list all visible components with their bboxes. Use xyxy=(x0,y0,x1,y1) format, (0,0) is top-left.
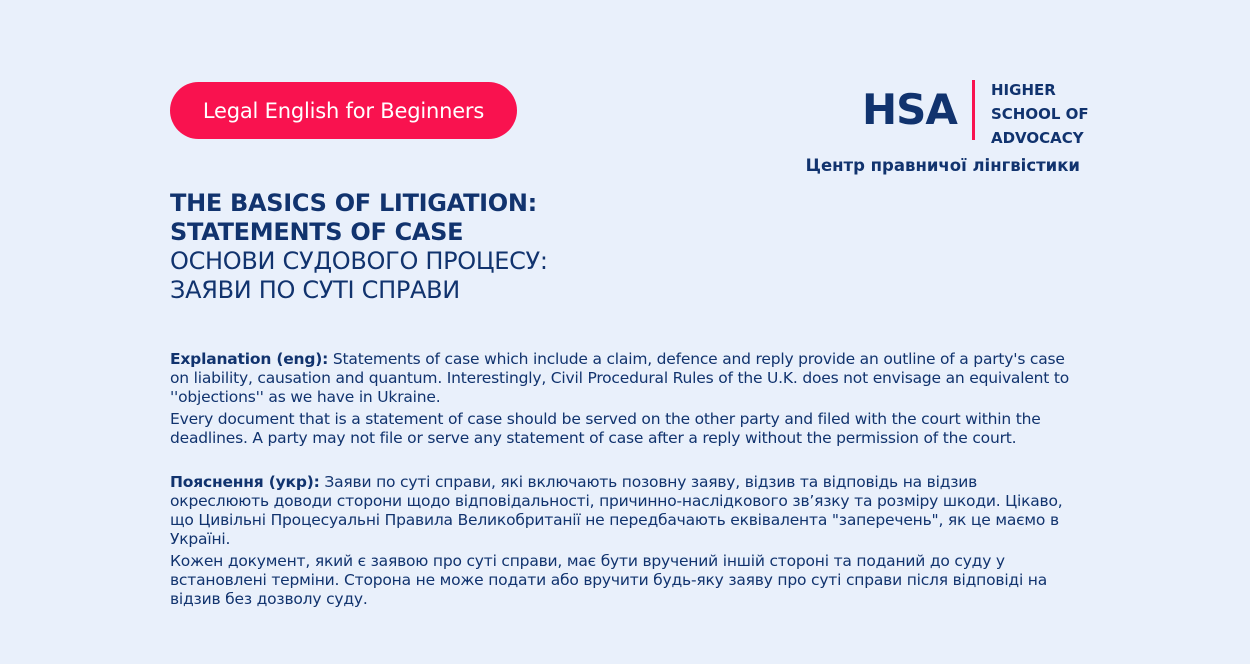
logo-text xyxy=(991,78,1089,150)
logo-mark: HSA xyxy=(862,85,957,134)
title-ua-line-2: ЗАЯВИ ПО СУТІ СПРАВИ xyxy=(170,276,460,304)
course-badge-label: Legal English for Beginners xyxy=(202,98,485,123)
hsa-logo xyxy=(862,78,1089,147)
logo-line-3: ADVOCACY xyxy=(991,129,1084,147)
title-en-line-2: STATEMENTS OF CASE xyxy=(170,218,464,246)
center-name: Центр правничої лінгвістики xyxy=(805,156,1080,175)
explanation-ua-paragraph-2: Кожен документ, який є заявою про суті справи, має бути вручений іншій стороні та поданий до суду у встановлені терміни. Сторона не може подати або вручити будь-яку заяву про суті справи після відповіді на відзив без дозволу суду. xyxy=(170,552,1048,608)
logo-line-2: SCHOOL OF xyxy=(991,105,1089,123)
explanation-en-paragraph-2: Every document that is a statement of case should be served on the other party and filed with the court within the deadlines. A party may not file or serve any statement of case after a reply without the permission of the court. xyxy=(170,410,1041,447)
explanation-ua-text-1: Заяви по суті справи, які включають позовну заяву, відзив та відповідь на відзив окреслюють доводи сторони щодо відповідальності, причинно-наслідкового зв’язку та розміру шкоди. Цікаво, що Цивільні Процесуальні Правила Великобританії не передбачають еквівалента "заперечень", як це маємо в Україні. xyxy=(170,473,1063,548)
logo-line-1: HIGHER xyxy=(991,81,1056,99)
explanation-en-text-1: Statements of case which include a claim, defence and reply provide an outline of a party's case on liability, causation and quantum. Interestingly, Civil Procedural Rules of the U.K. does not envisage an equivalent to ''objections'' as we have in Ukraine. xyxy=(170,350,1070,406)
explanation-english xyxy=(170,350,1080,451)
course-badge xyxy=(170,82,517,139)
logo-divider xyxy=(972,80,975,140)
page-title xyxy=(170,189,548,305)
title-en-line-1: THE BASICS OF LITIGATION: xyxy=(170,189,537,217)
explanation-en-paragraph-1 xyxy=(170,350,1080,407)
explanation-ua-paragraph-1 xyxy=(170,473,1080,549)
explanation-ukrainian xyxy=(170,473,1080,612)
explanation-ua-label: Пояснення (укр): xyxy=(170,473,320,491)
title-ua-line-1: ОСНОВИ СУДОВОГО ПРОЦЕСУ: xyxy=(170,247,548,275)
explanation-en-label: Explanation (eng): xyxy=(170,350,329,368)
